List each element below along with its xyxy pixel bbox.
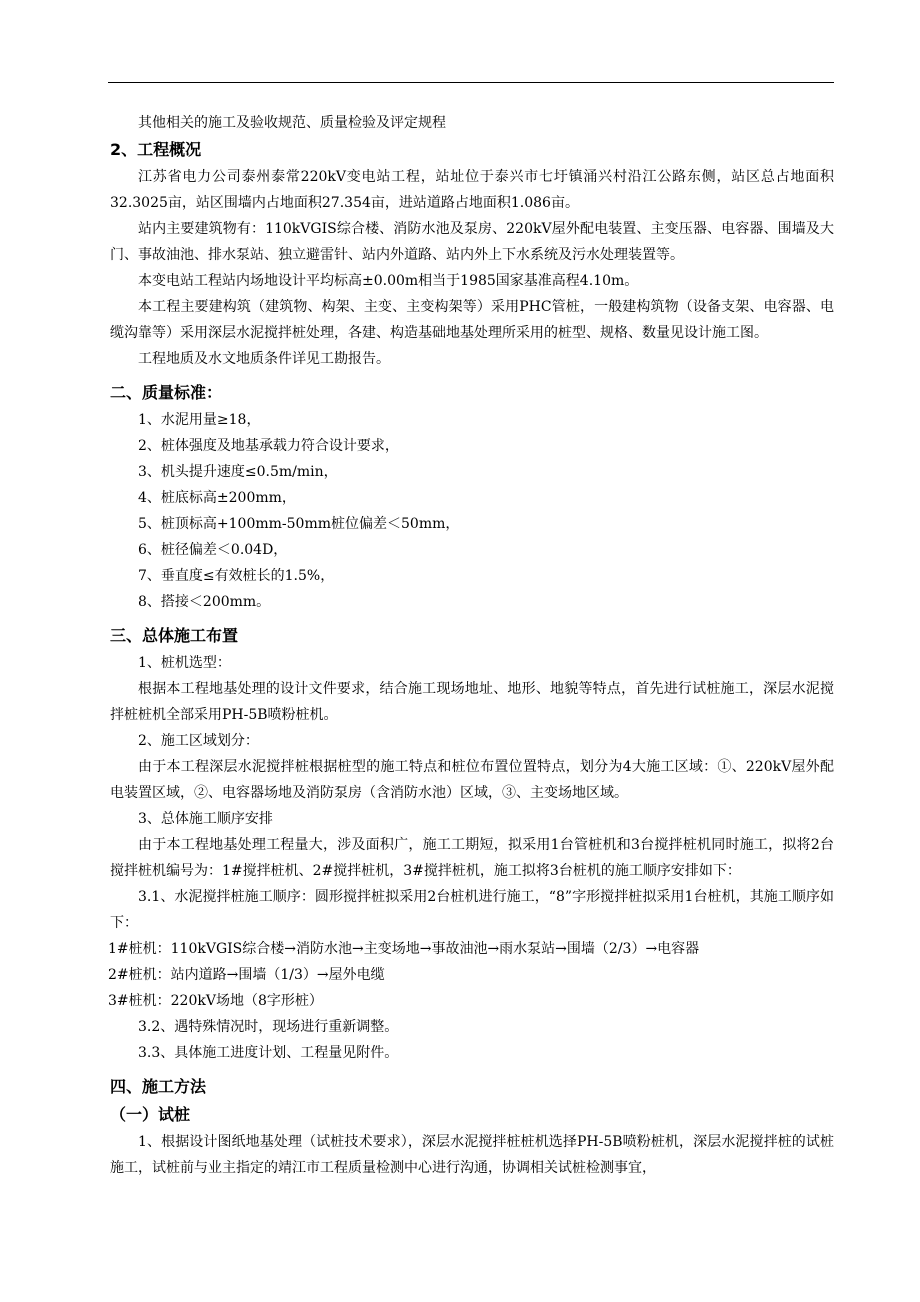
- paragraph: 根据本工程地基处理的设计文件要求，结合施工现场地址、地形、地貌等特点，首先进行试桩施工，深层水泥搅拌桩桩机全部采用PH-5B喷粉桩机。: [110, 681, 834, 723]
- list-item: 1、水泥用量≥18，: [138, 412, 261, 428]
- list-item: 8、搭接＜200mm。: [138, 594, 271, 610]
- machine-sequence: 2#桩机：站内道路→围墙（1/3）→屋外电缆: [108, 967, 385, 983]
- machine-sequence: 1#桩机：110kVGIS综合楼→消防水池→主变场地→事故油池→雨水泵站→围墙（2/3）→电容器: [108, 941, 700, 957]
- list-item: 3、机头提升速度≤0.5m/min，: [138, 464, 338, 480]
- paragraph: 工程地质及水文地质条件详见工勘报告。: [138, 351, 390, 367]
- section-heading: 2、工程概况: [110, 140, 202, 159]
- header-rule: [108, 82, 834, 83]
- paragraph: 由于本工程深层水泥搅拌桩根据桩型的施工特点和桩位布置位置特点，划分为4大施工区域：①、220kV屋外配电装置区域，②、电容器场地及消防泵房（含消防水池）区域，③、主变场地区域。: [110, 759, 834, 801]
- list-item: 2、桩体强度及地基承载力符合设计要求，: [138, 438, 399, 454]
- sub-heading: 3、总体施工顺序安排: [138, 811, 273, 827]
- sub-section-heading: （一）试桩: [110, 1105, 191, 1124]
- paragraph: 1、根据设计图纸地基处理（试桩技术要求），深层水泥搅拌桩桩机选择PH-5B喷粉桩机，深层水泥搅拌桩的试桩施工，试桩前与业主指定的靖江市工程质量检测中心进行沟通，协调相关试桩检测事宜，: [110, 1134, 834, 1176]
- list-item: 5、桩顶标高+100mm-50mm桩位偏差＜50mm，: [138, 516, 460, 532]
- document-body: [110, 110, 834, 1181]
- list-item: 6、桩径偏差＜0.04D，: [138, 542, 288, 558]
- paragraph: 其他相关的施工及验收规范、质量检验及评定规程: [138, 115, 446, 131]
- paragraph: 本变电站工程站内场地设计平均标高±0.00m相当于1985国家基准高程4.10m。: [138, 273, 639, 289]
- section-heading: 三、总体施工布置: [110, 626, 239, 645]
- paragraph: 3.2、遇特殊情况时，现场进行重新调整。: [138, 1019, 399, 1035]
- paragraph: 本工程主要建构筑（建筑物、构架、主变、主变构架等）采用PHC管桩，一般建构筑物（设备支架、电容器、电缆沟靠等）采用深层水泥搅拌桩处理，各建、构造基础地基处理所采用的桩型、规格、数量见设计施工图。: [110, 299, 834, 341]
- list-item: 4、桩底标高±200mm，: [138, 490, 296, 506]
- sub-heading: 2、施工区域划分：: [138, 733, 259, 749]
- paragraph: 站内主要建筑物有：110kVGIS综合楼、消防水池及泵房、220kV屋外配电装置、主变压器、电容器、围墙及大门、事故油池、排水泵站、独立避雷针、站内外道路、站内外上下水系统及污水处理装置等。: [110, 221, 834, 263]
- section-heading: 四、施工方法: [110, 1077, 207, 1096]
- sub-heading: 1、桩机选型：: [138, 655, 231, 671]
- paragraph: 3.3、具体施工进度计划、工程量见附件。: [138, 1045, 399, 1061]
- section-heading: 二、质量标准：: [110, 383, 223, 402]
- machine-sequence: 3#桩机：220kV场地（8字形桩）: [108, 993, 323, 1009]
- paragraph: 3.1、水泥搅拌桩施工顺序：圆形搅拌桩拟采用2台桩机进行施工，“8”字形搅拌桩拟采用1台桩机，其施工顺序如下：: [110, 889, 834, 931]
- paragraph: 由于本工程地基处理工程量大，涉及面积广，施工工期短，拟采用1台管桩机和3台搅拌桩机同时施工，拟将2台搅拌桩机编号为：1#搅拌桩机、2#搅拌桩机，3#搅拌桩机，施工拟将3台桩机的施工顺序安排如下：: [110, 837, 834, 879]
- list-item: 7、垂直度≤有效桩长的1.5%，: [138, 568, 335, 584]
- paragraph: 江苏省电力公司泰州泰常220kV变电站工程，站址位于泰兴市七圩镇涌兴村沿江公路东侧，站区总占地面积32.3025亩，站区围墙内占地面积27.354亩，进站道路占地面积1.086亩。: [110, 169, 834, 211]
